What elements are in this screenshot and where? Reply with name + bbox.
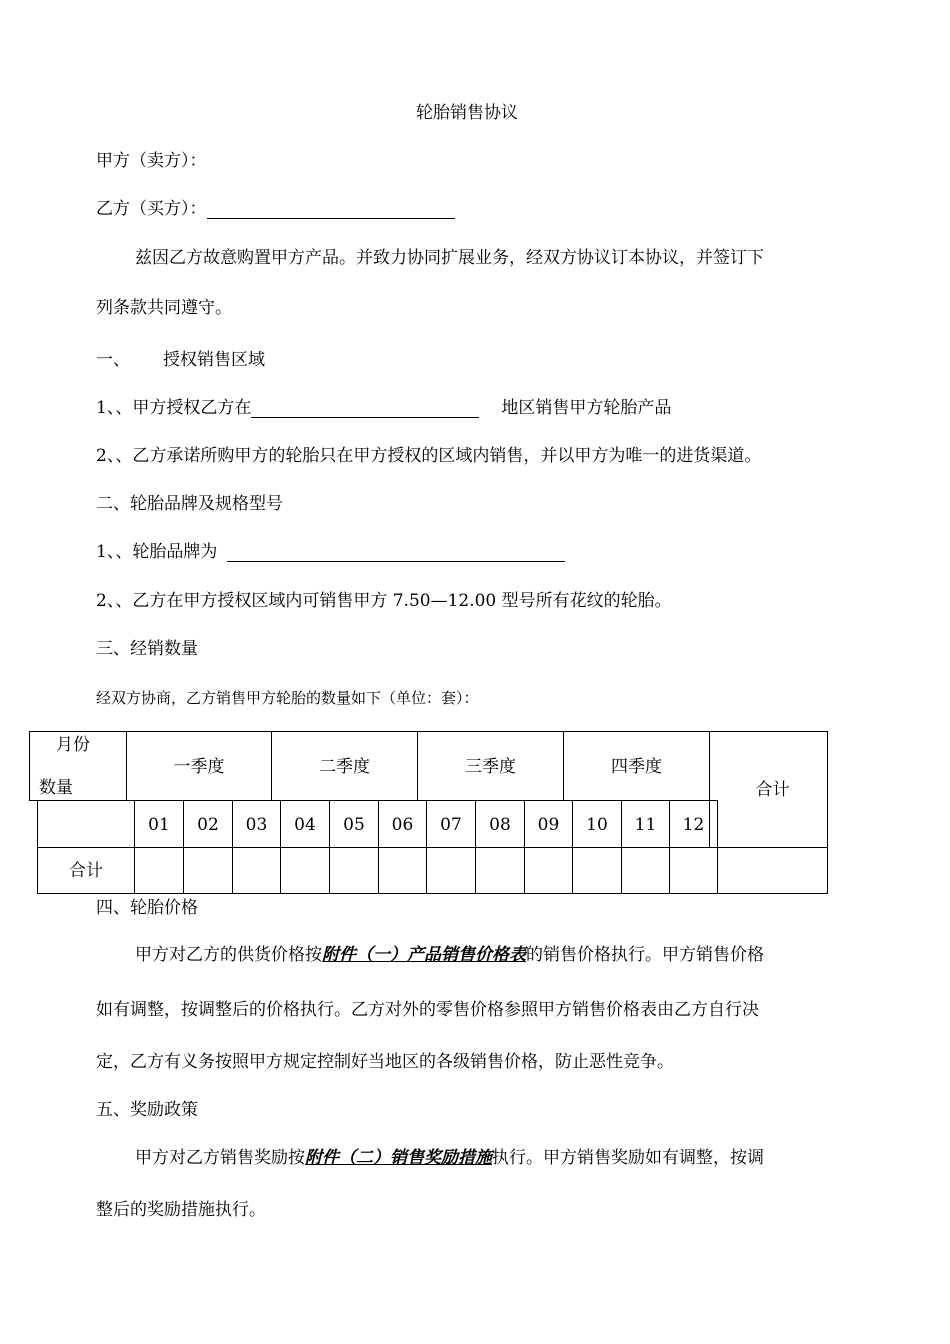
- document-title: 轮胎销售协议: [416, 103, 518, 123]
- party-b-blank: [207, 201, 455, 219]
- total-row-label: 合计: [69, 861, 103, 881]
- quarter-header: 二季度: [319, 757, 370, 777]
- quarter-header: 三季度: [465, 757, 516, 777]
- reward-attachment-link[interactable]: 附件（二）销售奖励措施: [305, 1148, 492, 1168]
- party-a-line: 甲方（卖方）：: [96, 151, 207, 171]
- month-cell: 01: [148, 815, 170, 835]
- intro-line-2: 列条款共同遵守。: [96, 298, 232, 318]
- month-cell: 07: [440, 815, 462, 835]
- section-1-title: 授权销售区域: [163, 350, 265, 370]
- total-column-header: 合计: [755, 780, 790, 800]
- month-cell: 08: [489, 815, 511, 835]
- section-2-item-2: 2、、乙方在甲方授权区域内可销售甲方 7.50—12.00 型号所有花纹的轮胎。: [96, 591, 672, 611]
- brand-label: 1、、轮胎品牌为: [96, 542, 218, 562]
- party-b-label: 乙方（买方）：: [96, 199, 207, 219]
- corner-label-quantity: 数量: [39, 778, 73, 798]
- section-1-item-1: [96, 398, 671, 418]
- month-cell: 11: [634, 815, 657, 835]
- section-4-para-1: [135, 945, 764, 965]
- month-cell: 09: [537, 815, 560, 835]
- item-1-suffix: 地区销售甲方轮胎产品: [501, 398, 672, 418]
- price-text-a: 甲方对乙方的供货价格按: [135, 945, 322, 965]
- price-attachment-link[interactable]: 附件（一）产品销售价格表: [322, 945, 526, 965]
- section-1-number: 一、: [96, 350, 130, 370]
- reward-text-a: 甲方对乙方销售奖励按: [135, 1148, 305, 1168]
- section-5-para-2: 整后的奖励措施执行。: [96, 1200, 266, 1220]
- section-4-title: 四、轮胎价格: [96, 898, 198, 918]
- reward-text-b: 执行。甲方销售奖励如有调整，按调: [492, 1148, 764, 1168]
- section-2-title: 二、轮胎品牌及规格型号: [96, 494, 283, 514]
- section-3-title: 三、经销数量: [96, 639, 198, 659]
- section-3-note: 经双方协商，乙方销售甲方轮胎的数量如下（单位：套）：: [96, 689, 479, 707]
- region-blank: [251, 400, 479, 418]
- month-cell: 10: [586, 815, 608, 835]
- month-cell: 03: [245, 815, 268, 835]
- price-text-b: 的销售价格执行。甲方销售价格: [526, 945, 764, 965]
- brand-blank: [227, 544, 565, 562]
- month-cell: 06: [391, 815, 414, 835]
- section-4-para-3: 定，乙方有义务按照甲方规定控制好当地区的各级销售价格，防止恶性竞争。: [96, 1052, 674, 1072]
- intro-line-1: 兹因乙方故意购置甲方产品。并致力协同扩展业务，经双方协议订本协议，并签订下: [135, 248, 764, 268]
- section-5-para-1: [135, 1148, 764, 1168]
- month-cell: 04: [294, 815, 316, 835]
- month-cell: 02: [197, 815, 219, 835]
- quarter-header: 一季度: [173, 757, 225, 777]
- section-4-para-2: 如有调整，按调整后的价格执行。乙方对外的零售价格参照甲方销售价格表由乙方自行决: [96, 1000, 759, 1020]
- section-2-item-1: [96, 542, 565, 562]
- quarter-header: 四季度: [611, 757, 662, 777]
- party-b-line: [96, 199, 455, 219]
- month-cell: 12: [682, 815, 705, 835]
- section-5-title: 五、奖励政策: [96, 1100, 198, 1120]
- section-1-item-2: 2、、乙方承诺所购甲方的轮胎只在甲方授权的区域内销售，并以甲方为唯一的进货渠道。: [96, 446, 762, 466]
- month-cell: 05: [343, 815, 365, 835]
- corner-label-month: 月份: [56, 735, 90, 755]
- item-1-label: 1、、甲方授权乙方在: [96, 398, 252, 418]
